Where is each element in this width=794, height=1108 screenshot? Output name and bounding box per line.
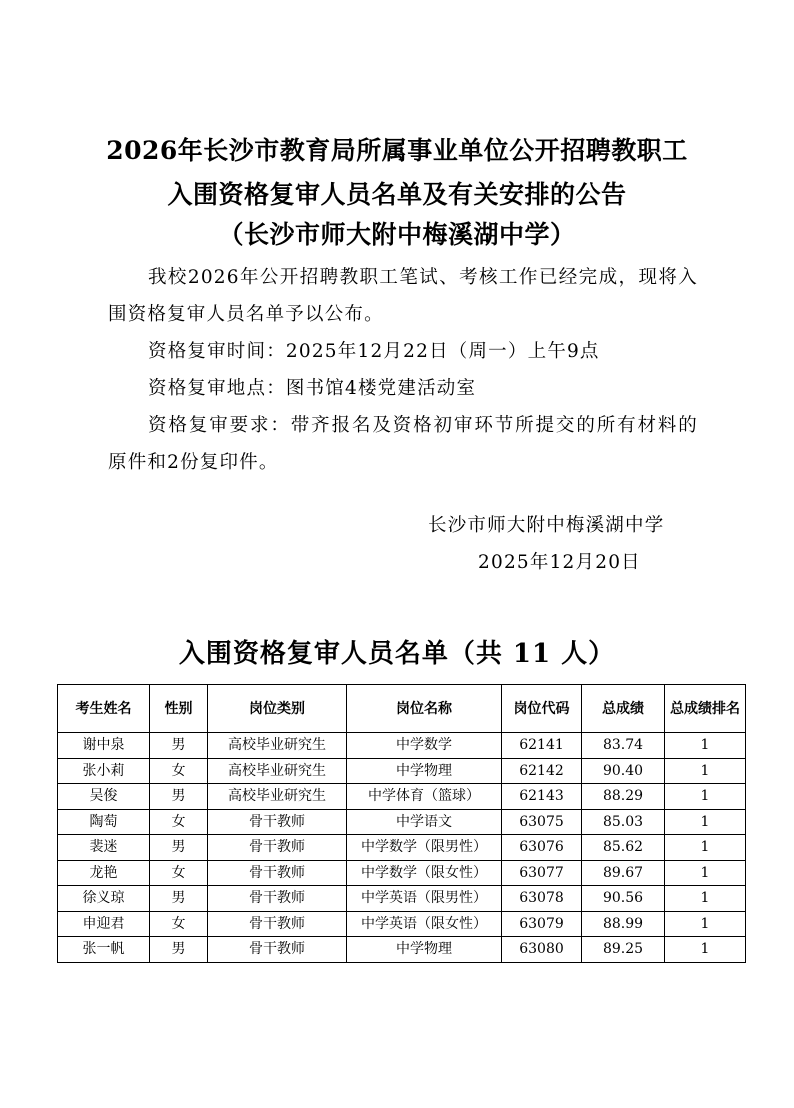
cell-position-code: 63077 [502, 860, 582, 886]
cell-position-category: 骨干教师 [208, 937, 347, 963]
cell-gender: 男 [150, 733, 208, 759]
cell-gender: 女 [150, 809, 208, 835]
cell-position-code: 63075 [502, 809, 582, 835]
cell-name: 张一帆 [58, 937, 150, 963]
cell-name: 张小莉 [58, 758, 150, 784]
cell-position-name: 中学物理 [347, 937, 502, 963]
cell-score-rank: 1 [665, 733, 746, 759]
cell-position-code: 62142 [502, 758, 582, 784]
cell-total-score: 89.67 [582, 860, 665, 886]
cell-position-category: 高校毕业研究生 [208, 758, 347, 784]
review-requirements-paragraph: 资格复审要求：带齐报名及资格初审环节所提交的所有材料的原件和2份复印件。 [108, 415, 698, 473]
cell-score-rank: 1 [665, 886, 746, 912]
header-gender: 性别 [150, 685, 208, 733]
intro-paragraph: 我校2026年公开招聘教职工笔试、考核工作已经完成，现将入围资格复审人员名单予以公布。 [108, 267, 698, 325]
table-row [58, 886, 746, 912]
cell-name: 陶萄 [58, 809, 150, 835]
cell-position-category: 骨干教师 [208, 835, 347, 861]
page-title-line-3: （长沙市师大附中梅溪湖中学） [218, 220, 576, 249]
table-row [58, 911, 746, 937]
candidate-table [57, 684, 746, 963]
review-time-paragraph: 资格复审时间：2025年12月22日（周一）上午9点 [148, 341, 600, 362]
cell-name: 徐义琼 [58, 886, 150, 912]
cell-total-score: 89.25 [582, 937, 665, 963]
cell-score-rank: 1 [665, 937, 746, 963]
cell-name: 裴迷 [58, 835, 150, 861]
cell-gender: 男 [150, 937, 208, 963]
cell-position-name: 中学物理 [347, 758, 502, 784]
page-title-line-1: 2026年长沙市教育局所属事业单位公开招聘教职工 [106, 136, 688, 165]
cell-position-category: 骨干教师 [208, 911, 347, 937]
cell-position-name: 中学英语（限男性） [347, 886, 502, 912]
cell-score-rank: 1 [665, 758, 746, 784]
cell-gender: 男 [150, 784, 208, 810]
cell-name: 吴俊 [58, 784, 150, 810]
table-row [58, 937, 746, 963]
cell-gender: 男 [150, 835, 208, 861]
table-header-row [58, 685, 746, 733]
table-body [58, 733, 746, 963]
header-position-code: 岗位代码 [502, 685, 582, 733]
header-total-score: 总成绩 [582, 685, 665, 733]
signature-date: 2025年12月20日 [478, 552, 641, 573]
cell-gender: 男 [150, 886, 208, 912]
cell-name: 龙艳 [58, 860, 150, 886]
table-row [58, 809, 746, 835]
cell-name: 申迎君 [58, 911, 150, 937]
cell-position-name: 中学数学（限男性） [347, 835, 502, 861]
cell-position-category: 高校毕业研究生 [208, 733, 347, 759]
cell-position-name: 中学体育（篮球） [347, 784, 502, 810]
cell-position-name: 中学英语（限女性） [347, 911, 502, 937]
review-location-paragraph: 资格复审地点：图书馆4楼党建活动室 [148, 378, 477, 399]
cell-position-code: 62143 [502, 784, 582, 810]
signature-organization: 长沙市师大附中梅溪湖中学 [428, 515, 665, 536]
header-position-category: 岗位类别 [208, 685, 347, 733]
cell-total-score: 85.62 [582, 835, 665, 861]
cell-total-score: 88.29 [582, 784, 665, 810]
table-row [58, 860, 746, 886]
cell-name: 谢中泉 [58, 733, 150, 759]
list-title: 入围资格复审人员名单（共 11 人） [178, 639, 616, 669]
header-name: 考生姓名 [58, 685, 150, 733]
cell-gender: 女 [150, 860, 208, 886]
cell-position-category: 骨干教师 [208, 809, 347, 835]
cell-score-rank: 1 [665, 835, 746, 861]
cell-gender: 女 [150, 758, 208, 784]
table-row [58, 733, 746, 759]
cell-score-rank: 1 [665, 809, 746, 835]
header-score-rank: 总成绩排名 [665, 685, 746, 733]
cell-position-category: 骨干教师 [208, 886, 347, 912]
cell-position-code: 62141 [502, 733, 582, 759]
cell-position-name: 中学数学 [347, 733, 502, 759]
cell-score-rank: 1 [665, 911, 746, 937]
header-position-name: 岗位名称 [347, 685, 502, 733]
cell-position-category: 高校毕业研究生 [208, 784, 347, 810]
cell-total-score: 90.56 [582, 886, 665, 912]
page-title-line-2: 入围资格复审人员名单及有关安排的公告 [167, 180, 627, 209]
cell-score-rank: 1 [665, 860, 746, 886]
cell-total-score: 85.03 [582, 809, 665, 835]
cell-position-category: 骨干教师 [208, 860, 347, 886]
cell-gender: 女 [150, 911, 208, 937]
cell-position-code: 63078 [502, 886, 582, 912]
cell-score-rank: 1 [665, 784, 746, 810]
cell-position-name: 中学数学（限女性） [347, 860, 502, 886]
table-row [58, 758, 746, 784]
cell-position-code: 63080 [502, 937, 582, 963]
cell-total-score: 83.74 [582, 733, 665, 759]
cell-total-score: 88.99 [582, 911, 665, 937]
cell-total-score: 90.40 [582, 758, 665, 784]
table-row [58, 835, 746, 861]
cell-position-name: 中学语文 [347, 809, 502, 835]
table-row [58, 784, 746, 810]
cell-position-code: 63079 [502, 911, 582, 937]
cell-position-code: 63076 [502, 835, 582, 861]
